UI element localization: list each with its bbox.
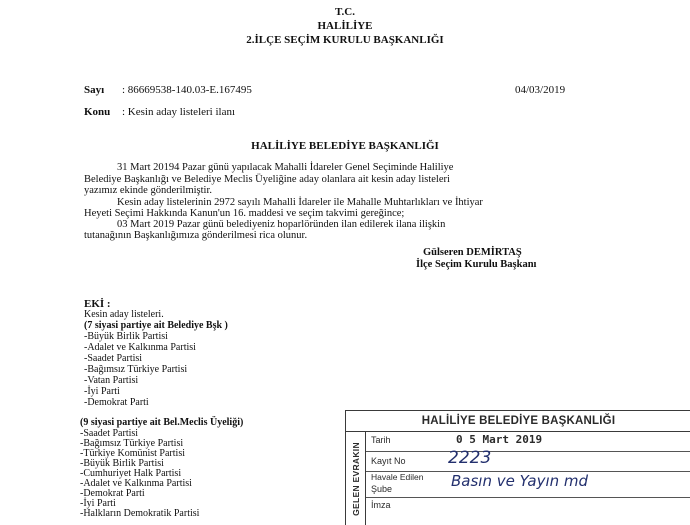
group1-item: -İyi Parti [84, 386, 120, 397]
paragraph-3-line-1: 03 Mart 2019 Pazar günü belediyeniz hoparlöründen ilan edilerek ilana ilişkin [117, 219, 446, 230]
group2-item: -Demokrat Parti [80, 488, 145, 499]
havale-value: Basın ve Yayın md [451, 472, 589, 490]
stamp-row-kayit [366, 448, 690, 472]
group2-title: (9 siyasi partiye ait Bel.Meclis Üyeliği) [80, 417, 244, 428]
attachments-label: EKİ : [84, 298, 111, 310]
header-board: 2.İLÇE SEÇİM KURULU BAŞKANLIĞI [246, 34, 444, 46]
document-date: 04/03/2019 [515, 84, 566, 96]
sayi-label: Sayı [84, 84, 105, 96]
group1-item: -Büyük Birlik Partisi [84, 331, 168, 342]
tarih-value: 0 5 Mart 2019 [456, 433, 543, 446]
paragraph-2-line-2: Heyeti Seçimi Hakkında Kanun'un 16. maddesi ve seçim takvimi gereğince; [84, 208, 405, 219]
paragraph-1-line-2: Belediye Başkanlığı ve Belediye Meclis Üyeliğine aday olanlara ait kesin aday listeleri [84, 174, 450, 185]
signatory-name: Gülseren DEMİRTAŞ [423, 247, 522, 258]
header-district: HALİLİYE [317, 20, 373, 32]
signatory-title: İlçe Seçim Kurulu Başkanı [416, 259, 537, 270]
incoming-document-stamp [345, 410, 690, 525]
group2-item: -Halkların Demokratik Partisi [80, 508, 200, 519]
group2-item: -Bağımsız Türkiye Partisi [80, 438, 184, 449]
konu-label: Konu [84, 106, 111, 118]
stamp-row-havale [366, 471, 690, 498]
group2-item: -İyi Parti [80, 498, 116, 509]
kayit-label: Kayıt No [371, 456, 406, 466]
stamp-row-imza [366, 497, 690, 525]
group1-item: -Vatan Partisi [84, 375, 139, 386]
stamp-title: HALİLİYE BELEDİYE BAŞKANLIĞI [346, 411, 690, 432]
stamp-row-tarih [366, 432, 690, 452]
group1-title: (7 siyasi partiye ait Belediye Bşk ) [84, 320, 228, 331]
group2-item: -Saadet Partisi [80, 428, 139, 439]
header-tc: T.C. [335, 6, 355, 18]
recipient: HALİLİYE BELEDİYE BAŞKANLIĞI [251, 140, 439, 152]
group1-item: -Adalet ve Kalkınma Partisi [84, 342, 196, 353]
paragraph-1-line-1: 31 Mart 20194 Pazar günü yapılacak Mahalli İdareler Genel Seçiminde Haliliye [117, 162, 454, 173]
paragraph-1-line-3: yazımız ekinde gönderilmiştir. [84, 185, 213, 196]
group1-item: -Saadet Partisi [84, 353, 143, 364]
sayi-value: : 86669538-140.03-E.167495 [122, 84, 252, 96]
group2-item: -Türkiye Komünist Partisi [80, 448, 185, 459]
sube-label: Şube [371, 484, 393, 494]
havale-label: Havale Edilen [371, 472, 424, 482]
tarih-label: Tarih [371, 435, 391, 445]
konu-value: : Kesin aday listeleri ilanı [122, 106, 236, 118]
stamp-side-text: GELEN EVRAKIN [350, 441, 361, 516]
group2-item: -Büyük Birlik Partisi [80, 458, 164, 469]
paragraph-2-line-1: Kesin aday listelerinin 2972 sayılı Mahalli İdareler ile Mahalle Muhtarlıkları ve İhtiyar [117, 197, 483, 208]
group2-item: -Cumhuriyet Halk Partisi [80, 468, 182, 479]
kayit-value: 2223 [448, 448, 492, 468]
imza-label: İmza [371, 500, 391, 510]
group1-item: -Demokrat Parti [84, 397, 149, 408]
paragraph-3-line-2: tutanağının Başkanlığımıza gönderilmesi rica olunur. [84, 230, 308, 241]
group1-item: -Bağımsız Türkiye Partisi [84, 364, 188, 375]
attachments-intro: Kesin aday listeleri. [84, 309, 164, 320]
stamp-side-label [346, 432, 366, 525]
group2-item: -Adalet ve Kalkınma Partisi [80, 478, 192, 489]
